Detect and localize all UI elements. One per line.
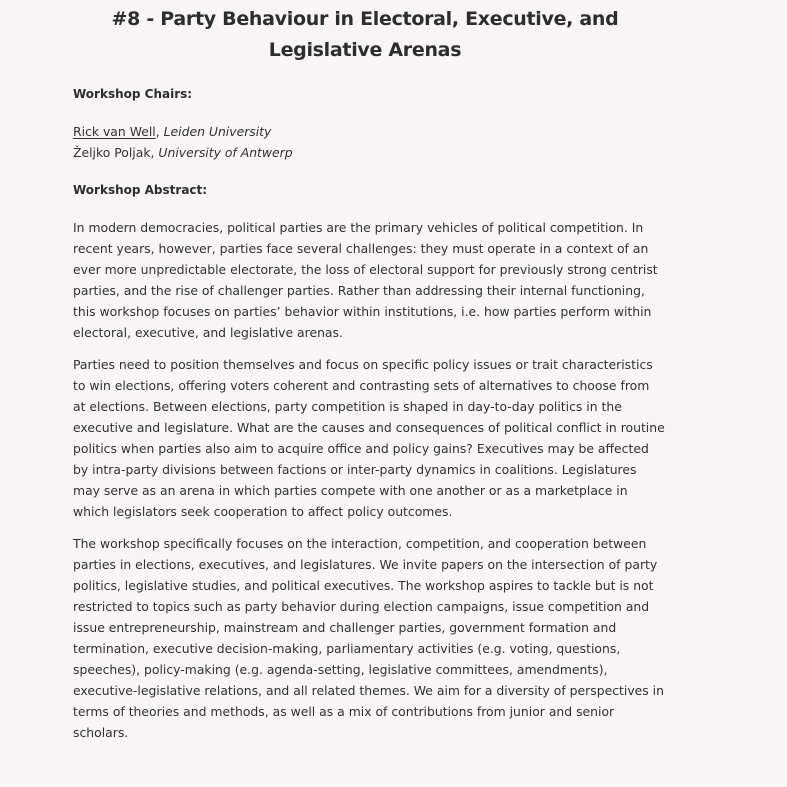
workshop-chairs-heading: Workshop Chairs: — [73, 87, 193, 101]
abstract-paragraph-3: The workshop specifically focuses on the interaction, competition, and cooperation between parties in elections, executives, and legislatures. We invite papers on the intersection of party politics, legislative studies, and political executives. The workshop aspires to tackle but is not restricted to topics such as party behavior during election campaigns, issue competition and issue entrepreneurship, mainstream and challenger parties, government formation and termination, executive decision-making, parliamentary activities (e.g. voting, questions, speeches), policy-making (e.g. agenda-setting, legislative committees, amendments), executive-legislative relations, and all related themes. We aim for a diversity of perspectives in terms of theories and methods, as well as a mix of contributions from junior and senior scholars. — [73, 536, 664, 740]
workshop-abstract-heading: Workshop Abstract: — [73, 183, 208, 197]
abstract-paragraph-2: Parties need to position themselves and focus on specific policy issues or trait characteristics to win elections, offering voters coherent and contrasting sets of alternatives to choose from at elections. Between elections, party competition is shaped in day-to-day politics in the executive and legislature. What are the causes and consequences of political conflict in routine politics when parties also aim to acquire office and policy gains? Executives may be affected by intra-party divisions between factions or inter-party dynamics in coalitions. Legislatures may serve as an arena in which parties compete with one another or as a marketplace in which legislators seek cooperation to affect policy outcomes. — [73, 357, 665, 519]
abstract-paragraph-1: In modern democracies, political parties are the primary vehicles of political competition. In recent years, however, parties face several challenges: they must operate in a context of an ever more unpredictable electorate, the loss of electoral support for previously strong centrist parties, and the rise of challenger parties. Rather than addressing their internal functioning, this workshop focuses on parties’ behavior within institutions, i.e. how parties perform within electoral, executive, and legislative arenas. — [73, 220, 658, 340]
chair-name-link[interactable]: Rick van Well — [73, 124, 156, 139]
chair-item — [73, 142, 293, 163]
chair-separator: , — [155, 124, 164, 139]
chair-affiliation: University of Antwerp — [158, 145, 293, 160]
chairs-list — [73, 121, 293, 163]
abstract-body — [73, 217, 665, 743]
chair-item — [73, 121, 293, 142]
chair-affiliation: Leiden University — [163, 124, 272, 139]
page-title: #8 - Party Behaviour in Electoral, Executive, and Legislative Arenas — [111, 8, 619, 61]
chair-separator: , — [150, 145, 159, 160]
chair-name: Željko Poljak — [73, 145, 151, 160]
